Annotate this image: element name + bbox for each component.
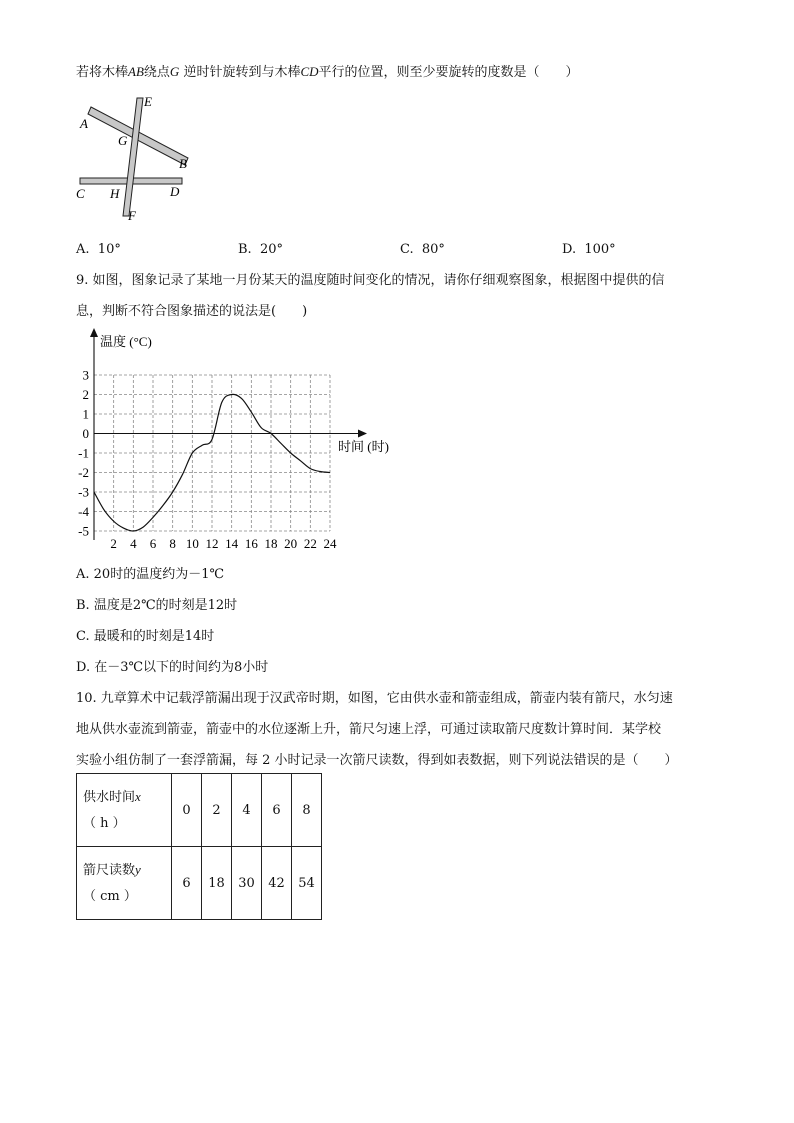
y-tick-label: 3 (82, 367, 89, 383)
y-tick-label: -4 (78, 504, 89, 519)
y-tick-label: 0 (82, 426, 89, 441)
x-tick-label: 10 (185, 536, 199, 551)
q8-stem-g: G (169, 64, 180, 79)
q10-stem-line-2: 地从供水壶流到箭壶，箭壶中的水位逐渐上升，箭尺匀速上浮，可通过读取箭尺度数计算时间．某学校 (76, 722, 662, 737)
q9-option-a: A. 20时的温度约为－1℃ (76, 567, 225, 582)
x-tick-label: 18 (264, 536, 278, 551)
q9-stem-line-1: 9. 如图，图象记录了某地一月份某天的温度随时间变化的情况，请你仔细观察图象，根据图中提供的信 (76, 273, 665, 288)
chart-grid (94, 375, 330, 531)
x-tick-label: 12 (205, 536, 219, 551)
label-a: A (80, 116, 88, 131)
x-tick-label: 16 (244, 536, 258, 551)
row1-var: x (135, 788, 141, 804)
q9-option-c: C. 最暖和的时刻是14时 (76, 629, 215, 644)
q8-option-c-text: 80° (421, 242, 445, 257)
q8-option-a-text: 10° (97, 242, 121, 257)
table-cell: 8 (292, 774, 322, 847)
label-g: G (118, 133, 128, 148)
chart-xlabel: 时间 (时) (338, 439, 389, 454)
q8-option-b-letter: B. (238, 242, 252, 257)
row2-label: 箭尺读数 (83, 862, 136, 878)
x-tick-label: 4 (130, 536, 137, 551)
x-tick-label: 2 (110, 536, 117, 551)
q10-data-table (76, 773, 322, 920)
x-tick-label: 24 (323, 536, 337, 551)
chart-ylabel: 温度 (°C) (100, 334, 152, 349)
q8-option-d-letter: D. (562, 242, 577, 257)
q8-stem-cd: CD (300, 64, 319, 79)
q8-stem-text-3: 逆时针旋转到与木棒 (179, 65, 301, 80)
table-cell: 6 (262, 774, 292, 847)
x-tick-label: 14 (225, 536, 239, 551)
row1-unit: （ h ） (83, 815, 126, 831)
q8-stem-text-1: 若将木棒 (76, 65, 129, 80)
table-cell: 6 (172, 847, 202, 920)
x-tick-label: 22 (303, 536, 317, 551)
q8-option-a-letter: A. (76, 242, 90, 257)
table-cell: 18 (202, 847, 232, 920)
q9-option-d: D. 在－3℃以下的时间约为8小时 (76, 660, 269, 675)
row1-label: 供水时间 (83, 789, 136, 805)
table-cell: 54 (292, 847, 322, 920)
table-row (77, 774, 322, 847)
table-cell: 2 (202, 774, 232, 847)
label-f: F (128, 208, 136, 223)
table-row-header (77, 774, 172, 847)
y-tick-label: 1 (82, 406, 89, 422)
table-cell: 42 (262, 847, 292, 920)
y-tick-label: -3 (78, 484, 89, 500)
q8-option-d-text: 100° (584, 242, 616, 257)
y-tick-label: 2 (82, 387, 89, 402)
row2-unit: （ cm ） (83, 888, 137, 904)
label-e: E (144, 94, 152, 109)
q10-stem-line-1: 10. 九章算术中记载浮箭漏出现于汉武帝时期，如图，它由供水壶和箭壶组成，箭壶内装有箭尺，水匀速 (76, 691, 673, 706)
q9-stem-line-2: 息，判断不符合图象描述的说法是( ) (76, 304, 308, 319)
y-tick-label: -5 (78, 523, 89, 539)
q9-option-b: B. 温度是2℃的时刻是12时 (76, 598, 238, 613)
table-row-header (77, 847, 172, 920)
q10-stem-line-3: 实验小组仿制了一套浮箭漏，每 2 小时记录一次箭尺读数，得到如表数据，则下列说法错误的是（ ） (76, 753, 678, 768)
q8-option-b-text: 20° (259, 242, 283, 257)
chart-axes (90, 328, 367, 540)
label-c: C (76, 186, 85, 201)
table-row (77, 847, 322, 920)
label-b: B (179, 156, 187, 171)
label-d: D (170, 184, 180, 199)
label-h: H (110, 186, 120, 201)
x-tick-label: 8 (169, 536, 176, 551)
x-tick-label: 6 (149, 536, 157, 551)
y-tick-label: -1 (78, 445, 89, 461)
y-tick-label: -2 (78, 465, 89, 480)
row2-var: y (135, 861, 141, 877)
q8-stem-text-4: 平行的位置，则至少要旋转的度数是（ ） (318, 65, 579, 80)
table-cell: 0 (172, 774, 202, 847)
q8-stem-text-2: 绕点 (143, 65, 170, 80)
x-axis-arrow (358, 430, 367, 438)
q8-stem-ab: AB (128, 64, 144, 79)
x-tick-label: 20 (284, 536, 298, 551)
table-cell: 30 (232, 847, 262, 920)
q8-option-c-letter: C. (400, 242, 414, 257)
y-axis-arrow (90, 328, 98, 337)
table-cell: 4 (232, 774, 262, 847)
